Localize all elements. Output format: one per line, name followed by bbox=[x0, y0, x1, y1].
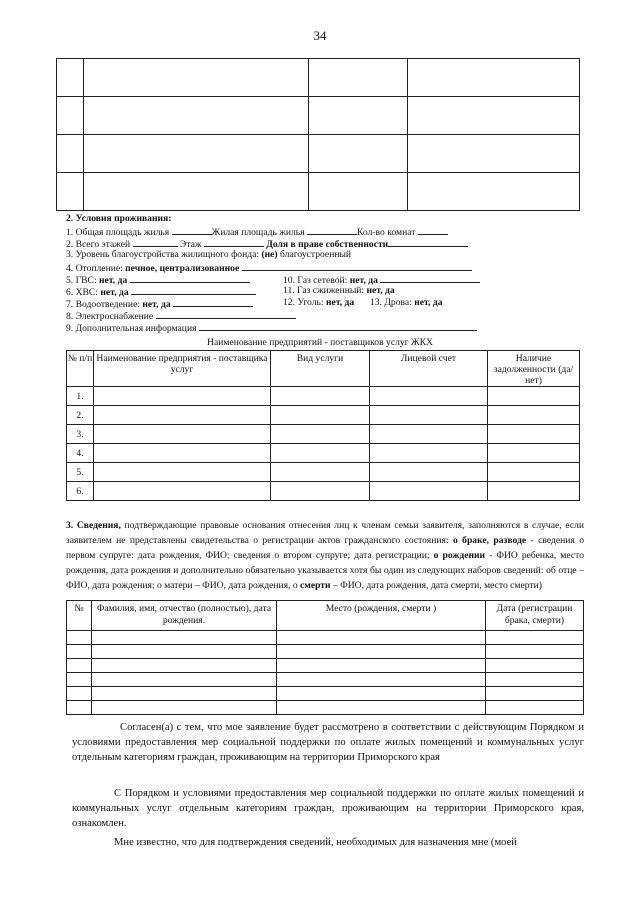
table-header-row bbox=[67, 601, 584, 631]
section2-line2: 2. Всего этажей Этаж Доля в праве собственности bbox=[66, 237, 468, 251]
electricity-field[interactable] bbox=[156, 309, 296, 319]
table-row: 5. bbox=[67, 463, 580, 482]
section2-line6: 6. ХВС: нет, да bbox=[66, 285, 256, 299]
hot-water-field[interactable] bbox=[130, 273, 250, 283]
table-row bbox=[67, 659, 584, 673]
section2-line5: 5. ГВС: нет, да bbox=[66, 273, 250, 287]
col-number: № bbox=[67, 601, 92, 631]
section2-line4: 4. Отопление: печное, централизованное bbox=[66, 261, 472, 275]
section2-line13: 13. Дрова: нет, да bbox=[370, 297, 443, 308]
blank-table-top bbox=[56, 58, 580, 211]
section2-line8: 8. Электроснабжение bbox=[66, 309, 296, 323]
section2-heading: 2. Условия проживания: bbox=[66, 213, 172, 224]
suppliers-table bbox=[66, 350, 580, 501]
ownership-share-field[interactable] bbox=[388, 237, 468, 247]
section3-paragraph: 3. Сведения, подтверждающие правовые основания отнесения лиц к членам семьи заявителя, заполняются в случае, если заявителем не представлены свидетельства о регистрации актов гражданского состояния: о браке, разводе - сведения о первом супруге: дата рождения, ФИО; сведения о втором супруге; дата регистрации; о рождении - ФИО ребенка, место рождения, дата рождения и дополнительно обязательно указывается хотя бы один из следующих наборов сведений: об отце – ФИО, дата рождения; о матери – ФИО, дата рождения, о смерти – ФИО, дата рождения, дата смерти, место смерти) bbox=[66, 520, 585, 591]
table-row bbox=[67, 701, 584, 715]
total-area-field[interactable] bbox=[172, 225, 212, 235]
gas-network-field[interactable] bbox=[380, 273, 480, 283]
table-header-row bbox=[67, 351, 580, 387]
table-row bbox=[67, 687, 584, 701]
consent-paragraph-1: Согласен(а) с тем, что мое заявление будет рассмотрено в соответствии с действующим Порядком и условиями предоставления мер социальной поддержки по оплате жилых помещений и коммунальных услуг отдельным категориям граждан, проживающим на территории Приморского края bbox=[72, 722, 584, 763]
suppliers-caption: Наименование предприятий - поставщиков услуг ЖКХ bbox=[207, 337, 433, 348]
family-table bbox=[66, 600, 584, 715]
section2-line1: 1. Общая площадь жилья Жилая площадь жилья Кол-во комнат bbox=[66, 225, 448, 239]
section2-line9: 9. Дополнительная информация bbox=[66, 321, 477, 335]
consent-paragraph-2: С Порядком и условиями предоставления мер социальной поддержки по оплате жилых помещений и коммунальных услуг отдельным категориям граждан, проживающим на территории Приморского края, ознакомлен. bbox=[72, 788, 584, 829]
table-row: 3. bbox=[67, 425, 580, 444]
cold-water-field[interactable] bbox=[131, 285, 256, 295]
table-row bbox=[67, 645, 584, 659]
additional-info-field[interactable] bbox=[199, 321, 477, 331]
floors-field[interactable] bbox=[133, 237, 178, 247]
col-service-type: Вид услуги bbox=[271, 351, 370, 387]
table-row bbox=[67, 673, 584, 687]
table-row bbox=[57, 173, 580, 211]
floor-field[interactable] bbox=[204, 237, 264, 247]
section2-line7: 7. Водоотведение: нет, да bbox=[66, 297, 253, 311]
table-row bbox=[67, 631, 584, 645]
col-account: Лицевой счет bbox=[370, 351, 488, 387]
section2-line11: 11. Газ сжиженный: нет, да bbox=[283, 285, 395, 296]
living-area-field[interactable] bbox=[307, 225, 357, 235]
heating-field[interactable] bbox=[242, 261, 472, 271]
col-number: № п/п bbox=[67, 351, 94, 387]
table-row: 6. bbox=[67, 482, 580, 501]
section2-line10: 10. Газ сетевой: нет, да bbox=[283, 273, 480, 287]
table-row bbox=[57, 59, 580, 97]
consent-paragraph-3: Мне известно, что для подтверждения сведений, необходимых для назначения мне (моей bbox=[114, 837, 517, 848]
table-row: 2. bbox=[67, 406, 580, 425]
col-date: Дата (регистрации брака, смерти) bbox=[486, 601, 584, 631]
page-number: 34 bbox=[313, 28, 327, 43]
col-full-name: Фамилия, имя, отчество (полностью), дата рождения. bbox=[92, 601, 277, 631]
col-debt: Наличие задолженности (да/нет) bbox=[488, 351, 580, 387]
table-row bbox=[57, 97, 580, 135]
section2-line12: 12. Уголь: нет, да bbox=[283, 297, 355, 308]
sewage-field[interactable] bbox=[173, 297, 253, 307]
col-place: Место (рождения, смерти ) bbox=[277, 601, 486, 631]
table-row bbox=[57, 135, 580, 173]
table-row: 4. bbox=[67, 444, 580, 463]
table-row: 1. bbox=[67, 387, 580, 406]
rooms-field[interactable] bbox=[418, 225, 448, 235]
section2-line3: 3. Уровень благоустройства жилищного фонда: (не) благоустроенный bbox=[66, 249, 352, 260]
col-supplier-name: Наименование предприятия - поставщика услуг bbox=[94, 351, 271, 387]
